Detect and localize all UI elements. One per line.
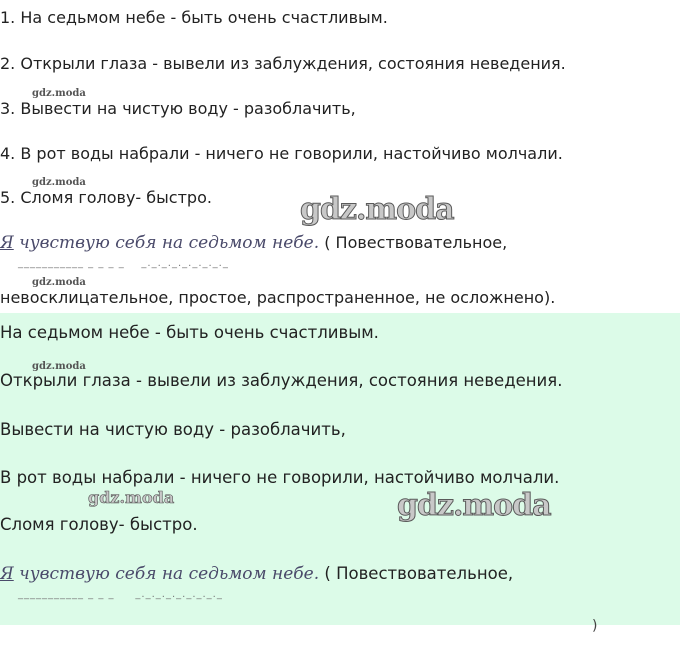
subject-word: Я [0, 564, 14, 584]
predicate-words: чувствую себя на седьмом небе. [13, 564, 320, 584]
panel-item-4: В рот воды набрали - ничего не говорили, настойчиво молчали. [0, 468, 560, 487]
top-sentence [0, 233, 507, 253]
top-item-2: 2. Открыли глаза - вывели из заблуждения, состояния неведения. [0, 54, 566, 73]
panel-item-1: На седьмом небе - быть очень счастливым. [0, 323, 379, 342]
watermark-small: gdz.moda [32, 88, 86, 99]
top-item-1: 1. На седьмом небе - быть очень счастливым. [0, 8, 388, 27]
underline-marks: ___________ _ _ _ _ _._._._._._._._._ [18, 258, 229, 269]
watermark-mid: gdz.moda [88, 488, 175, 507]
watermark-small: gdz.moda [32, 361, 86, 372]
top-item-5: 5. Сломя голову- быстро. [0, 188, 212, 207]
top-item-3: 3. Вывести на чистую воду - разоблачить, [0, 99, 356, 118]
underline-marks: ___________ _ _ _ _._._._._._._._._ [18, 589, 223, 600]
subject-word: Я [0, 233, 14, 253]
panel-item-5: Сломя голову- быстро. [0, 515, 198, 534]
panel-sentence [0, 564, 513, 584]
panel-item-3: Вывести на чистую воду - разоблачить, [0, 420, 346, 439]
panel-item-2: Открыли глаза - вывели из заблуждения, состояния неведения. [0, 371, 563, 390]
watermark-small: gdz.moda [32, 177, 86, 188]
top-item-4: 4. В рот воды набрали - ничего не говорили, настойчиво молчали. [0, 144, 563, 163]
closing-paren: ) [592, 618, 598, 634]
handwritten-sentence [0, 564, 319, 584]
watermark-big: gdz.moda [397, 488, 551, 523]
answer-panel [0, 313, 680, 625]
analysis-start: ( Повествовательное, [319, 564, 514, 583]
watermark-small: gdz.moda [32, 277, 86, 288]
top-analysis-cont: невосклицательное, простое, распространенное, не осложнено). [0, 288, 556, 307]
handwritten-sentence [0, 233, 319, 253]
predicate-words: чувствую себя на седьмом небе. [13, 233, 320, 253]
analysis-start: ( Повествовательное, [319, 233, 508, 252]
watermark-big: gdz.moda [300, 192, 454, 227]
